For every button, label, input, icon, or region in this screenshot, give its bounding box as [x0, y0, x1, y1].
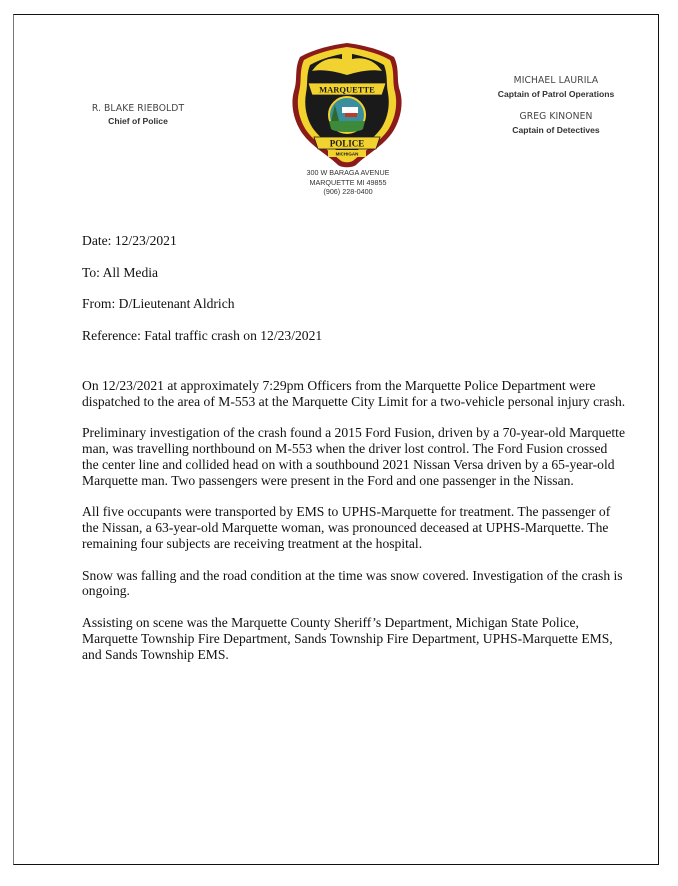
captain-patrol-title: Captain of Patrol Operations: [497, 89, 615, 99]
police-badge-icon: [290, 41, 404, 169]
paragraph-dispatch: On 12/23/2021 at approximately 7:29pm Officers from the Marquette Police Department were dispatched to the area of M-553 at the Marquette City Limit for a two-vehicle personal injury crash.: [82, 378, 626, 409]
paragraph-conditions: Snow was falling and the road condition at the time was snow covered. Investigation of the crash is ongoing.: [82, 567, 623, 599]
captain-detectives-name: GREG KINONEN: [519, 111, 593, 122]
address-street: 300 W BARAGA AVENUE: [306, 168, 390, 177]
memo-body: [82, 378, 627, 678]
memo-from: From: D/Lieutenant Aldrich: [82, 296, 235, 311]
captain-detectives-title: Captain of Detectives: [512, 125, 600, 135]
captains-block: [480, 75, 632, 135]
document-page: [13, 14, 659, 865]
captain-patrol-name: MICHAEL LAURILA: [513, 75, 599, 86]
memo-to: To: All Media: [82, 264, 159, 280]
address-phone: (906) 228-0400: [323, 187, 373, 196]
eagle-head: [342, 49, 352, 65]
chief-title: Chief of Police: [108, 116, 168, 126]
badge-top-text: MARQUETTE: [319, 84, 375, 95]
address-city: MARQUETTE MI 49855: [309, 177, 387, 187]
chief-block: [83, 103, 193, 126]
chief-name: R. BLAKE RIEBOLDT: [91, 103, 185, 114]
badge-state-text: MICHIGAN: [335, 151, 359, 157]
memo-header: [82, 233, 322, 359]
paragraph-injuries: All five occupants were transported by EMS to UPHS-Marquette for treatment. The passenger of the Nissan, a 63-year-old Marquette woman, was pronounced deceased at UPHS-Marquette. The remaining four subjects are receiving treatment at the hospital.: [82, 504, 611, 551]
memo-reference: Reference: Fatal traffic crash on 12/23/2021: [82, 327, 323, 343]
paragraph-assisting: Assisting on scene was the Marquette County Sheriff’s Department, Michigan State Police, Marquette Township Fire Department, Sands Township Fire Department, UPHS-Marquette EMS, and Sands Township EMS.: [82, 614, 613, 662]
memo-date: Date: 12/23/2021: [82, 233, 177, 248]
paragraph-investigation: Preliminary investigation of the crash found a 2015 Ford Fusion, driven by a 70-year-old Marquette man, was travelling northbound on M-553 when the driver lost control. The Ford Fusion crossed the center line and collided head on with a southbound 2021 Nissan Versa driven by a 65-year-old Marquette man. Two passengers were present in the Ford and one passenger in the Nissan.: [82, 425, 625, 488]
department-address: [290, 168, 406, 197]
badge-bottom-text: POLICE: [329, 138, 365, 149]
